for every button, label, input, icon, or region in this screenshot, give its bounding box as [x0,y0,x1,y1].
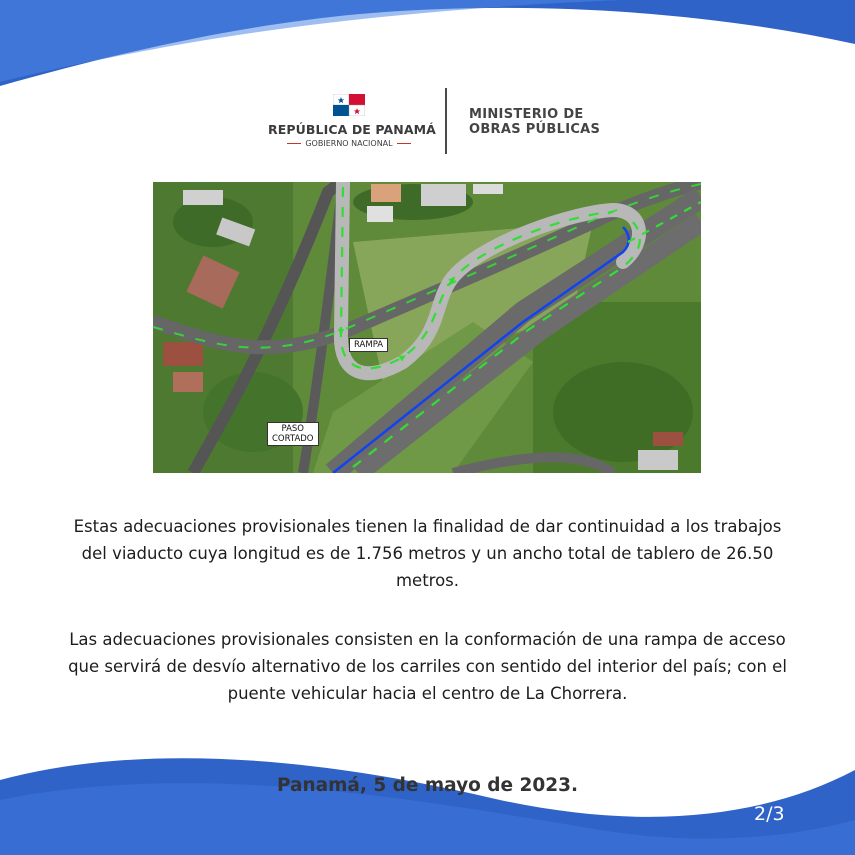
closed-pass-line-2: CORTADO [272,434,314,444]
paragraph-1: Estas adecuaciones provisionales tienen la finalidad de dar continuidad a los trabajos del viaducto cuya longitud es de 1.756 metros y un ancho total de tablero de 26.50 metros. [73,517,782,590]
government-subtitle [268,139,430,148]
header-logos [0,88,855,158]
page-indicator: 2/3 [754,803,785,825]
republic-logo [268,94,436,148]
dash-left [287,143,301,144]
ministry-logo [469,107,600,137]
aerial-photo [153,182,701,473]
dash-right [397,143,411,144]
ramp-label: RAMPA [349,338,388,352]
paragraph-2: Las adecuaciones provisionales consisten en la conformación de una rampa de acceso que servirá de desvío alternativo de los carriles con sentido del interior del país; con el puente vehicular hacia el centro de La Chorrera. [68,630,787,703]
closed-pass-label [267,422,319,446]
panama-flag-icon [333,94,365,116]
aerial-photo-illustration [153,182,701,473]
logo-divider [445,88,447,154]
government-label: GOBIERNO NACIONAL [305,139,393,148]
date-line: Panamá, 5 de mayo de 2023. [276,775,579,796]
closed-pass-line-1: PASO [281,424,304,434]
ministry-line-1: MINISTERIO DE [469,107,584,122]
ministry-line-2: OBRAS PÚBLICAS [469,122,601,137]
republic-name: REPÚBLICA DE PANAMÁ [268,122,436,137]
